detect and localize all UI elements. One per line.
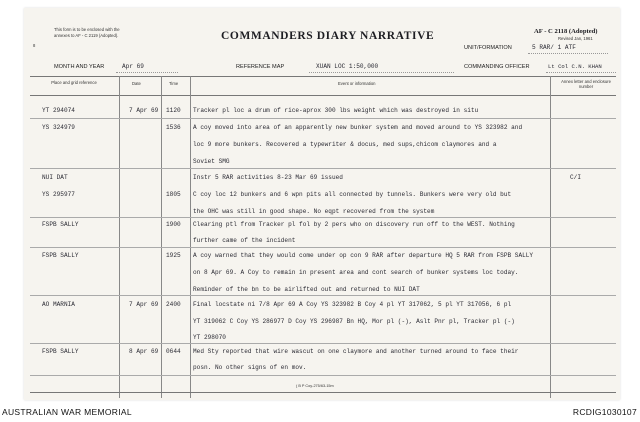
unit-label: UNIT/FORMATION bbox=[464, 45, 512, 51]
enclosure-note-line1: This form is to be enclosed with the bbox=[54, 27, 120, 32]
ref-map-label: REFERENCE MAP bbox=[236, 64, 285, 70]
col-header-date: Date bbox=[132, 81, 141, 86]
row-event-line: Tracker pl loc a drum of rice-aprox 300 lbs weight which was destroyed in situ bbox=[193, 107, 479, 114]
col-divider-time bbox=[190, 76, 191, 398]
row-date: 7 Apr 69 bbox=[129, 107, 159, 114]
row-time: 0644 bbox=[166, 348, 181, 355]
ref-map-dotted-line bbox=[309, 72, 454, 73]
unit-value: 5 RAR/ 1 ATF bbox=[532, 44, 576, 51]
row-time: 1120 bbox=[166, 107, 181, 114]
row-event-line: Instr 5 RAR activities 8-23 Mar 69 issued bbox=[193, 174, 343, 181]
row-event-line: Reminder of the bn to be airlifted out and returned to NUI DAT bbox=[193, 286, 420, 293]
margin-mark: 8 bbox=[33, 43, 36, 48]
table-top-rule bbox=[30, 76, 616, 77]
col-divider-event bbox=[550, 76, 551, 398]
row-time: 1536 bbox=[166, 124, 181, 131]
row-place: YT 294074 bbox=[42, 107, 75, 114]
row-annex: C/I bbox=[570, 174, 581, 181]
row-event-line: C coy loc 12 bunkers and 6 wpn pits all connected by tunnels. Bunkers were very old but bbox=[193, 191, 512, 198]
enclosure-note-line2: annexes to AF - C 2119 (Adopted). bbox=[54, 33, 119, 38]
row-separator bbox=[30, 343, 616, 344]
row-place: NUI DAT bbox=[42, 174, 68, 181]
row-place: AO MARNIA bbox=[42, 301, 75, 308]
footer-archive-name: AUSTRALIAN WAR MEMORIAL bbox=[2, 407, 132, 417]
row-separator bbox=[30, 247, 616, 248]
row-time: 2400 bbox=[166, 301, 181, 308]
col-header-event: Event or information bbox=[338, 81, 376, 86]
diary-sheet bbox=[24, 8, 620, 400]
form-number: AF - C 2118 (Adopted) bbox=[534, 28, 598, 35]
row-place: FSPB SALLY bbox=[42, 221, 79, 228]
row-event-line: A coy moved into area of an apparently new bunker system and moved around to YS 323982 and bbox=[193, 124, 523, 131]
row-event-line: further came of the incident bbox=[193, 237, 296, 244]
row-time: 1900 bbox=[166, 221, 181, 228]
row-event-line: A coy warned that they would come under op con 9 RAR after departure HQ 5 RAR from FSPB SALLY bbox=[193, 252, 534, 259]
row-place: FSPB SALLY bbox=[42, 348, 79, 355]
row-place: YS 324979 bbox=[42, 124, 75, 131]
row-time: 1925 bbox=[166, 252, 181, 259]
month-year-value: Apr 69 bbox=[122, 63, 144, 70]
row-event-line: posn. No other signs of en mov. bbox=[193, 364, 307, 371]
form-revised: Revised Jan, 1961 bbox=[558, 36, 593, 41]
table-bottom-rule bbox=[30, 392, 616, 393]
co-value: Lt Col C.N. KHAN bbox=[548, 63, 602, 70]
row-event-line: Final locstate ni 7/8 Apr 69 A Coy YS 323982 B Coy 4 pl YT 317062, 5 pl YT 317056, 6 pl bbox=[193, 301, 512, 308]
row-date: 7 Apr 69 bbox=[129, 301, 159, 308]
row-event-line: the OHC was still in good shape. No eqpt recovered from the system bbox=[193, 208, 435, 215]
row-separator bbox=[30, 375, 616, 376]
col-divider-date bbox=[161, 76, 162, 398]
row-separator bbox=[30, 168, 616, 169]
row-date: 8 Apr 69 bbox=[129, 348, 159, 355]
row-event-line: Soviet SMG bbox=[193, 158, 230, 165]
month-year-dotted-line bbox=[116, 72, 178, 73]
row-place: YS 295977 bbox=[42, 191, 75, 198]
row-place: FSPB SALLY bbox=[42, 252, 79, 259]
row-event-line: YT 319062 C Coy YS 286977 D Coy YS 296987 Bn HQ, Mor pl (-), Aslt Pnr pl, Tracker pl (-) bbox=[193, 318, 515, 325]
row-event-line: on 8 Apr 69. A Coy to remain in present area and cont search of bunker systems loc today. bbox=[193, 269, 519, 276]
row-separator bbox=[30, 118, 616, 119]
row-event-line: YT 298070 bbox=[193, 334, 226, 341]
month-year-label: MONTH AND YEAR bbox=[54, 64, 105, 70]
printer-line: ( B P Coy-275/63-15m bbox=[296, 384, 334, 388]
row-separator bbox=[30, 295, 616, 296]
row-event-line: loc 9 more bunkers. Recovered a typewriter & docus, med sups,chicom claymores and a bbox=[193, 141, 497, 148]
row-event-line: Med Sty reported that wire wascut on one claymore and another turned around to face their bbox=[193, 348, 519, 355]
row-time: 1805 bbox=[166, 191, 181, 198]
unit-dotted-line bbox=[528, 53, 608, 54]
col-header-place: Place and grid reference bbox=[51, 80, 97, 85]
ref-map-value: XUAN LOC 1:50,000 bbox=[316, 63, 379, 70]
co-dotted-line bbox=[546, 72, 616, 73]
col-header-time: Time bbox=[169, 81, 179, 86]
row-event-line: Clearing ptl from Tracker pl fol by 2 pers who on discovery run off to the WEST. Nothing bbox=[193, 221, 515, 228]
page-title: COMMANDERS DIARY NARRATIVE bbox=[221, 30, 435, 42]
col-divider-place bbox=[119, 76, 120, 398]
co-label: COMMANDING OFFICER bbox=[464, 64, 530, 70]
row-separator bbox=[30, 217, 616, 218]
col-header-annex: Annex letter and enclosure number bbox=[561, 79, 611, 89]
header-bottom-rule bbox=[30, 95, 616, 96]
footer-record-id: RCDIG1030107 bbox=[572, 407, 637, 417]
